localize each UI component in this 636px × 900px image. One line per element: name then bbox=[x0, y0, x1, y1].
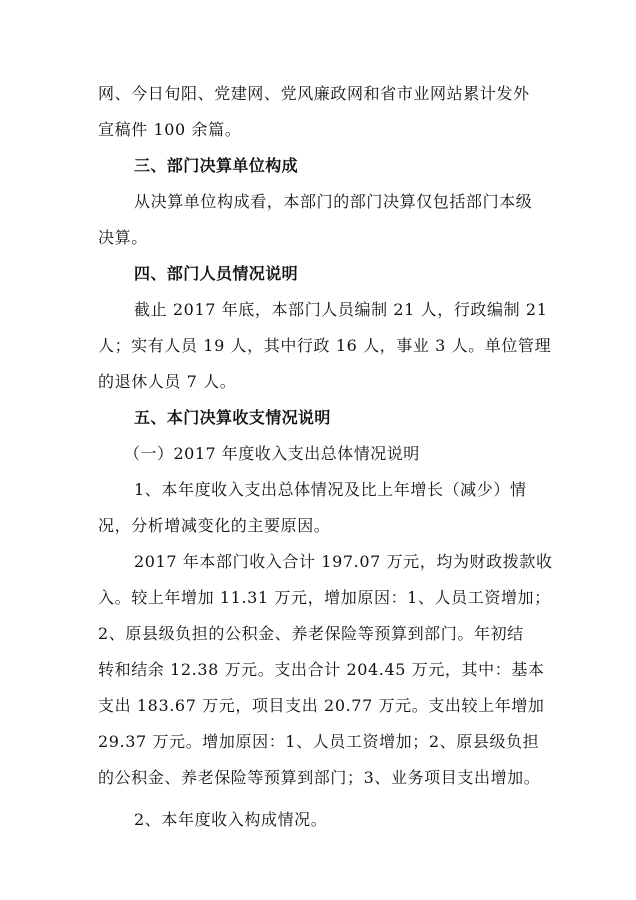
paragraph-line: 截止 2017 年底，本部门人员编制 21 人，行政编制 21 bbox=[134, 300, 548, 319]
paragraph-line: 的退休人员 7 人。 bbox=[98, 372, 237, 391]
subsection-heading: （一）2017 年度收入支出总体情况说明 bbox=[124, 444, 420, 463]
paragraph-line: 29.37 万元。增加原因：1、人员工资增加；2、原县级负担 bbox=[98, 732, 540, 751]
paragraph-line: 入。较上年增加 11.31 万元，增加原因：1、人员工资增加； bbox=[98, 588, 551, 607]
paragraph-line: 的公积金、养老保险等预算到部门；3、业务项目支出增加。 bbox=[98, 768, 541, 787]
paragraph-line: 2、原县级负担的公积金、养老保险等预算到部门。年初结 bbox=[98, 624, 524, 643]
paragraph-line: 网、今日旬阳、党建网、党风廉政网和省市业网站累计发外 bbox=[98, 84, 530, 103]
paragraph-line: 人；实有人员 19 人，其中行政 16 人，事业 3 人。单位管理 bbox=[98, 336, 552, 355]
paragraph-line: 2、本年度收入构成情况。 bbox=[134, 810, 328, 829]
section-heading-4: 四、部门人员情况说明 bbox=[134, 264, 299, 283]
section-heading-3: 三、部门决算单位构成 bbox=[134, 156, 299, 175]
section-heading-5: 五、本门决算收支情况说明 bbox=[134, 408, 331, 427]
paragraph-line: 支出 183.67 万元，项目支出 20.77 万元。支出较上年增加 bbox=[98, 696, 545, 715]
paragraph-line: 1、本年度收入支出总体情况及比上年增长（减少）情 bbox=[134, 480, 527, 499]
paragraph-line: 2017 年本部门收入合计 197.07 万元，均为财政拨款收 bbox=[134, 552, 553, 571]
paragraph-line: 转和结余 12.38 万元。支出合计 204.45 万元，其中：基本 bbox=[98, 660, 545, 679]
paragraph-line: 宣稿件 100 余篇。 bbox=[98, 120, 242, 139]
paragraph-line: 从决算单位构成看，本部门的部门决算仅包括部门本级 bbox=[134, 192, 533, 211]
paragraph-line: 况，分析增减变化的主要原因。 bbox=[98, 516, 331, 535]
paragraph-line: 决算。 bbox=[98, 228, 148, 247]
